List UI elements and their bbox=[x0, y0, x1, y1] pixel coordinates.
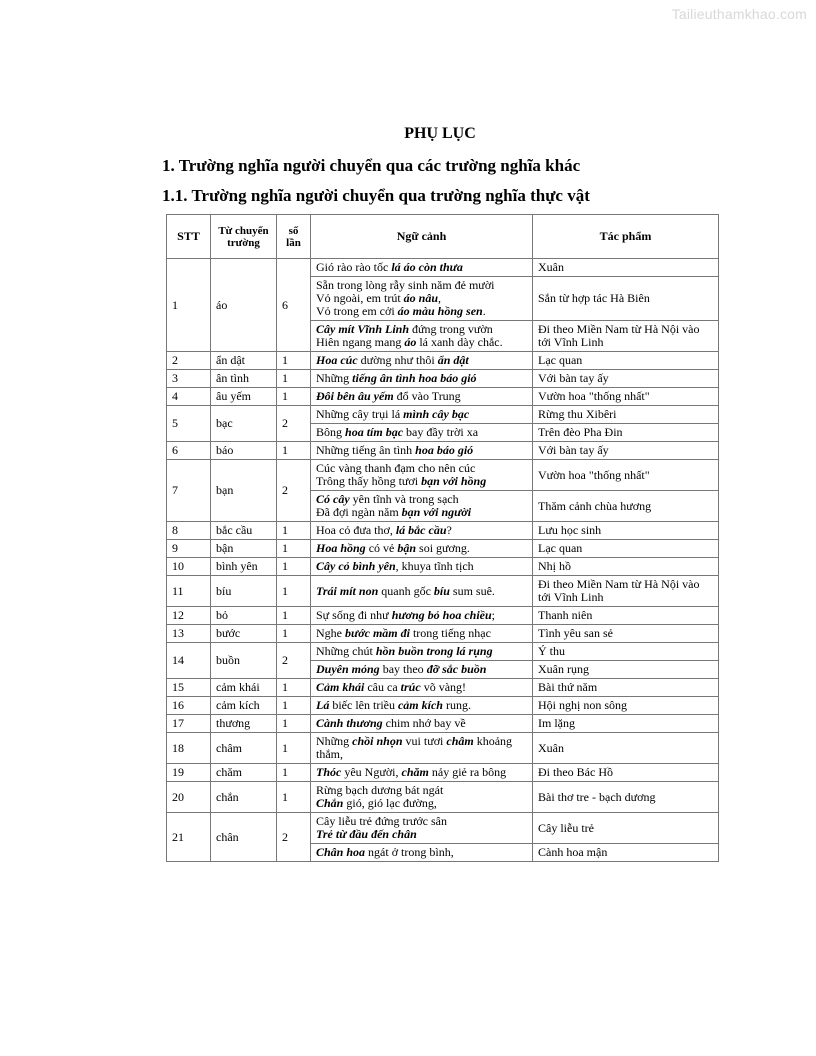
cell-context bbox=[311, 321, 533, 352]
cell-stt: 17 bbox=[167, 715, 211, 733]
cell-count: 1 bbox=[277, 352, 311, 370]
highlight-phrase: hoa tím bạc bbox=[345, 425, 404, 439]
cell-count: 1 bbox=[277, 607, 311, 625]
highlight-phrase: hoa báo gió bbox=[415, 443, 474, 457]
cell-word: bạn bbox=[211, 460, 277, 522]
cell-context bbox=[311, 460, 533, 491]
context-line bbox=[316, 261, 527, 274]
cell-stt: 13 bbox=[167, 625, 211, 643]
context-line bbox=[316, 354, 527, 367]
context-line bbox=[316, 699, 527, 712]
highlight-phrase: áo nâu bbox=[403, 291, 439, 305]
context-line bbox=[316, 444, 527, 457]
context-text: Những bbox=[316, 734, 353, 748]
cell-stt: 18 bbox=[167, 733, 211, 764]
table-row bbox=[167, 259, 719, 277]
context-text: ; bbox=[491, 608, 496, 622]
table-row bbox=[167, 607, 719, 625]
watermark: Tailieuthamkhao.com bbox=[671, 6, 807, 22]
cell-work: Với bàn tay ấy bbox=[533, 370, 719, 388]
cell-context bbox=[311, 442, 533, 460]
context-text: Trông thấy hồng tươi bbox=[316, 474, 422, 488]
cell-stt: 16 bbox=[167, 697, 211, 715]
cell-word: cảm khái bbox=[211, 679, 277, 697]
cell-context bbox=[311, 697, 533, 715]
header-context: Ngữ cảnh bbox=[311, 215, 533, 259]
cell-work: Xuân rụng bbox=[533, 661, 719, 679]
highlight-phrase: hồn buồn trong lá rụng bbox=[375, 644, 493, 658]
highlight-phrase: Duyên mỏng bbox=[316, 662, 380, 676]
cell-stt: 1 bbox=[167, 259, 211, 352]
table-row bbox=[167, 764, 719, 782]
cell-context bbox=[311, 625, 533, 643]
cell-stt: 15 bbox=[167, 679, 211, 697]
cell-stt: 6 bbox=[167, 442, 211, 460]
cell-work: Rừng thu Xibêri bbox=[533, 406, 719, 424]
cell-stt: 9 bbox=[167, 540, 211, 558]
highlight-phrase: bạn với hồng bbox=[421, 474, 487, 488]
context-line bbox=[316, 609, 527, 622]
highlight-phrase: Có cây bbox=[316, 492, 350, 506]
table-row bbox=[167, 715, 719, 733]
cell-count: 2 bbox=[277, 643, 311, 679]
cell-count: 1 bbox=[277, 697, 311, 715]
highlight-phrase: mình cây bạc bbox=[403, 407, 470, 421]
context-text: ngát ở trong bình, bbox=[365, 845, 454, 859]
cell-context bbox=[311, 764, 533, 782]
context-line bbox=[316, 372, 527, 385]
cell-work: Sắn từ hợp tác Hà Biên bbox=[533, 277, 719, 321]
cell-word: buồn bbox=[211, 643, 277, 679]
context-text: soi gương. bbox=[416, 541, 470, 555]
context-text: Sẵn trong lòng rẫy sinh năm đẻ mười bbox=[316, 278, 495, 292]
highlight-phrase: trúc bbox=[400, 680, 421, 694]
header-word: Từ chuyển trường bbox=[211, 215, 277, 259]
cell-word: áo bbox=[211, 259, 277, 352]
header-stt: STT bbox=[167, 215, 211, 259]
cell-work: Lạc quan bbox=[533, 352, 719, 370]
table-row bbox=[167, 522, 719, 540]
cell-context bbox=[311, 782, 533, 813]
cell-work: Đi theo Miền Nam từ Hà Nội vào tới Vĩnh Linh bbox=[533, 576, 719, 607]
cell-work: Xuân bbox=[533, 259, 719, 277]
table-row bbox=[167, 406, 719, 424]
cell-word: bước bbox=[211, 625, 277, 643]
context-text: Rừng bạch dương bát ngát bbox=[316, 783, 444, 797]
highlight-phrase: Cây cỏ bình yên bbox=[316, 559, 396, 573]
context-text: đổ vào Trung bbox=[393, 389, 461, 403]
cell-count: 1 bbox=[277, 370, 311, 388]
context-line bbox=[316, 735, 527, 748]
cell-context bbox=[311, 733, 533, 764]
cell-context bbox=[311, 491, 533, 522]
cell-word: bình yên bbox=[211, 558, 277, 576]
cell-context bbox=[311, 661, 533, 679]
context-text: Vỏ ngoài, em trút bbox=[316, 291, 404, 305]
cell-context bbox=[311, 679, 533, 697]
context-line bbox=[316, 560, 527, 573]
cell-work: Lạc quan bbox=[533, 540, 719, 558]
cell-count: 1 bbox=[277, 782, 311, 813]
cell-word: bạc bbox=[211, 406, 277, 442]
cell-work: Trên đèo Pha Đin bbox=[533, 424, 719, 442]
table-row bbox=[167, 540, 719, 558]
context-line bbox=[316, 663, 527, 676]
context-line bbox=[316, 390, 527, 403]
highlight-phrase: lá bắc cầu bbox=[395, 523, 447, 537]
highlight-phrase: Chắn bbox=[316, 796, 344, 810]
context-line bbox=[316, 305, 527, 318]
context-line bbox=[316, 681, 527, 694]
cell-count: 1 bbox=[277, 715, 311, 733]
context-text: Gió rào rào tốc bbox=[316, 260, 392, 274]
cell-context bbox=[311, 607, 533, 625]
cell-work: Xuân bbox=[533, 733, 719, 764]
context-text: bay đầy trời xa bbox=[403, 425, 479, 439]
cell-stt: 5 bbox=[167, 406, 211, 442]
cell-stt: 12 bbox=[167, 607, 211, 625]
cell-count: 1 bbox=[277, 733, 311, 764]
context-text: lá xanh dày chắc. bbox=[416, 335, 503, 349]
cell-stt: 14 bbox=[167, 643, 211, 679]
table-row bbox=[167, 442, 719, 460]
cell-stt: 11 bbox=[167, 576, 211, 607]
context-line bbox=[316, 585, 527, 598]
cell-word: cảm kích bbox=[211, 697, 277, 715]
cell-work: Bài thứ năm bbox=[533, 679, 719, 697]
cell-count: 1 bbox=[277, 522, 311, 540]
context-line bbox=[316, 828, 527, 841]
context-line bbox=[316, 408, 527, 421]
table-body bbox=[167, 259, 719, 862]
highlight-phrase: Chân hoa bbox=[316, 845, 366, 859]
context-line bbox=[316, 717, 527, 730]
context-text: Những cây trụi lá bbox=[316, 407, 404, 421]
subsection-heading: 1.1. Trường nghĩa người chuyển qua trường nghĩa thực vật bbox=[162, 186, 590, 205]
highlight-phrase: Cảm khái bbox=[316, 680, 365, 694]
highlight-phrase: hương bỏ hoa chiều bbox=[391, 608, 492, 622]
cell-work: Cành hoa mận bbox=[533, 844, 719, 862]
cell-work: Lưu học sinh bbox=[533, 522, 719, 540]
header-count: số lần bbox=[277, 215, 311, 259]
table-row bbox=[167, 782, 719, 813]
table-row bbox=[167, 813, 719, 844]
cell-stt: 7 bbox=[167, 460, 211, 522]
context-text: . bbox=[482, 304, 486, 318]
cell-word: bíu bbox=[211, 576, 277, 607]
context-text: biếc lên triều bbox=[329, 698, 398, 712]
header-work: Tác phẩm bbox=[533, 215, 719, 259]
table-row bbox=[167, 697, 719, 715]
context-text: vui tươi bbox=[402, 734, 447, 748]
highlight-phrase: chăm bbox=[401, 765, 429, 779]
context-text: chim nhớ bay về bbox=[382, 716, 466, 730]
cell-word: thương bbox=[211, 715, 277, 733]
cell-work: Đi theo Miền Nam từ Hà Nội vào tới Vĩnh Linh bbox=[533, 321, 719, 352]
context-text: Cây liễu trẻ đứng trước sân bbox=[316, 814, 447, 828]
cell-stt: 20 bbox=[167, 782, 211, 813]
cell-work: Vườn hoa "thống nhất" bbox=[533, 460, 719, 491]
cell-context bbox=[311, 424, 533, 442]
context-text: , bbox=[438, 291, 442, 305]
context-text: bay theo bbox=[379, 662, 427, 676]
context-line bbox=[316, 627, 527, 640]
cell-context bbox=[311, 813, 533, 844]
context-text: có vẻ bbox=[365, 541, 398, 555]
table-row bbox=[167, 625, 719, 643]
cell-work: Thanh niên bbox=[533, 607, 719, 625]
highlight-phrase: bạn với người bbox=[401, 505, 472, 519]
table-row bbox=[167, 643, 719, 661]
context-text: Vỏ trong em cởi bbox=[316, 304, 398, 318]
cell-stt: 10 bbox=[167, 558, 211, 576]
cell-work: Bài thơ tre - bạch dương bbox=[533, 782, 719, 813]
cell-word: chân bbox=[211, 813, 277, 862]
cell-work: Nhị hồ bbox=[533, 558, 719, 576]
context-line bbox=[316, 506, 527, 519]
table-row bbox=[167, 733, 719, 764]
context-text: thắm, bbox=[316, 747, 343, 761]
cell-stt: 4 bbox=[167, 388, 211, 406]
highlight-phrase: áo bbox=[404, 335, 417, 349]
appendix-table bbox=[166, 214, 719, 862]
context-line bbox=[316, 766, 527, 779]
context-text: Đã đợi ngàn năm bbox=[316, 505, 402, 519]
cell-word: âu yếm bbox=[211, 388, 277, 406]
context-text: trong tiếng nhạc bbox=[409, 626, 491, 640]
cell-context bbox=[311, 540, 533, 558]
cell-context bbox=[311, 277, 533, 321]
cell-stt: 2 bbox=[167, 352, 211, 370]
cell-context bbox=[311, 558, 533, 576]
table-row bbox=[167, 576, 719, 607]
context-text: yêu Người, bbox=[341, 765, 402, 779]
context-text: ? bbox=[446, 523, 452, 537]
cell-word: ân tình bbox=[211, 370, 277, 388]
cell-stt: 19 bbox=[167, 764, 211, 782]
context-text: rung. bbox=[442, 698, 471, 712]
context-text: câu ca bbox=[364, 680, 401, 694]
cell-work: Im lặng bbox=[533, 715, 719, 733]
table-row bbox=[167, 370, 719, 388]
section-heading: 1. Trường nghĩa người chuyển qua các trường nghĩa khác bbox=[162, 156, 581, 175]
context-text: Sự sống đi như bbox=[316, 608, 392, 622]
cell-word: bận bbox=[211, 540, 277, 558]
highlight-phrase: Đôi bên âu yếm bbox=[316, 389, 394, 403]
highlight-phrase: đỡ sắc buồn bbox=[426, 662, 487, 676]
cell-context bbox=[311, 522, 533, 540]
highlight-phrase: bước mầm đi bbox=[345, 626, 410, 640]
cell-stt: 8 bbox=[167, 522, 211, 540]
highlight-phrase: Thóc bbox=[316, 765, 342, 779]
context-line bbox=[316, 542, 527, 555]
cell-count: 1 bbox=[277, 679, 311, 697]
cell-stt: 3 bbox=[167, 370, 211, 388]
cell-context bbox=[311, 715, 533, 733]
cell-work: Vườn hoa "thống nhất" bbox=[533, 388, 719, 406]
cell-word: bắc cầu bbox=[211, 522, 277, 540]
cell-context bbox=[311, 352, 533, 370]
table-row bbox=[167, 679, 719, 697]
cell-work: Tình yêu san sẻ bbox=[533, 625, 719, 643]
highlight-phrase: lá áo còn thưa bbox=[391, 260, 463, 274]
table-header-row bbox=[167, 215, 719, 259]
cell-word: báo bbox=[211, 442, 277, 460]
highlight-phrase: chồi nhọn bbox=[352, 734, 403, 748]
context-text: quanh gốc bbox=[378, 583, 434, 598]
highlight-phrase: cảm kích bbox=[397, 698, 443, 712]
context-text: , khuya tĩnh tịch bbox=[395, 559, 474, 573]
cell-count: 1 bbox=[277, 540, 311, 558]
context-text: Hiên ngang mang bbox=[316, 335, 405, 349]
highlight-phrase: châm bbox=[446, 734, 474, 748]
context-line bbox=[316, 645, 527, 658]
cell-count: 1 bbox=[277, 558, 311, 576]
cell-work: Với bàn tay ấy bbox=[533, 442, 719, 460]
context-text: Hoa cỏ đưa thơ, bbox=[316, 523, 396, 537]
context-text: yên tĩnh và trong sạch bbox=[349, 492, 459, 506]
cell-count: 1 bbox=[277, 625, 311, 643]
context-line bbox=[316, 797, 527, 810]
cell-count: 2 bbox=[277, 406, 311, 442]
page-title: PHỤ LỤC bbox=[404, 125, 476, 142]
context-text: võ vàng! bbox=[420, 680, 467, 694]
context-text: khoảng bbox=[473, 734, 513, 748]
cell-count: 1 bbox=[277, 764, 311, 782]
cell-context bbox=[311, 259, 533, 277]
cell-stt: 21 bbox=[167, 813, 211, 862]
cell-word: chăm bbox=[211, 764, 277, 782]
cell-word: châm bbox=[211, 733, 277, 764]
cell-word: bỏ bbox=[211, 607, 277, 625]
table-row bbox=[167, 460, 719, 491]
context-line bbox=[316, 336, 527, 349]
context-text: Những chút bbox=[316, 644, 376, 658]
cell-work: Đi theo Bác Hồ bbox=[533, 764, 719, 782]
cell-context bbox=[311, 370, 533, 388]
context-line bbox=[316, 846, 527, 859]
context-line bbox=[316, 524, 527, 537]
table-row bbox=[167, 352, 719, 370]
context-text: nảy giẻ ra bông bbox=[428, 765, 507, 779]
context-text: Nghe bbox=[316, 626, 345, 640]
context-text: Những tiếng ân tình bbox=[316, 443, 416, 457]
cell-count: 2 bbox=[277, 813, 311, 862]
highlight-phrase: tiếng ân tình hoa báo gió bbox=[352, 371, 477, 385]
highlight-phrase: Lá bbox=[316, 698, 330, 712]
highlight-phrase: bận bbox=[397, 541, 417, 555]
table-row bbox=[167, 388, 719, 406]
cell-context bbox=[311, 643, 533, 661]
cell-count: 1 bbox=[277, 388, 311, 406]
context-text: gió, gió lạc đường, bbox=[343, 796, 437, 810]
cell-count: 2 bbox=[277, 460, 311, 522]
cell-work: Cây liễu trẻ bbox=[533, 813, 719, 844]
cell-count: 6 bbox=[277, 259, 311, 352]
context-line bbox=[316, 748, 527, 761]
cell-context bbox=[311, 576, 533, 607]
cell-context bbox=[311, 388, 533, 406]
cell-work: Thăm cảnh chùa hương bbox=[533, 491, 719, 522]
cell-context bbox=[311, 844, 533, 862]
cell-word: ẩn dật bbox=[211, 352, 277, 370]
context-text: sum suê. bbox=[449, 583, 495, 598]
context-text: Bông bbox=[316, 425, 346, 439]
context-text: dường như thôi bbox=[357, 353, 438, 367]
context-text: Những bbox=[316, 371, 353, 385]
highlight-phrase: Hoa hồng bbox=[316, 541, 366, 555]
highlight-phrase: ẩn dật bbox=[437, 353, 469, 367]
cell-context bbox=[311, 406, 533, 424]
cell-count: 1 bbox=[277, 442, 311, 460]
highlight-phrase: bíu bbox=[433, 583, 450, 598]
highlight-phrase: Cành thương bbox=[316, 716, 383, 730]
cell-work: Ý thu bbox=[533, 643, 719, 661]
context-text: đứng trong vườn bbox=[409, 322, 493, 336]
context-text: Cúc vàng thanh đạm cho nên cúc bbox=[316, 461, 476, 475]
cell-work: Hội nghị non sông bbox=[533, 697, 719, 715]
context-line bbox=[316, 475, 527, 488]
highlight-phrase: áo màu hồng sen bbox=[397, 304, 483, 318]
cell-count: 1 bbox=[277, 576, 311, 607]
highlight-phrase: Cây mít Vĩnh Linh bbox=[316, 322, 410, 336]
table-row bbox=[167, 558, 719, 576]
highlight-phrase: Trái mít non bbox=[316, 583, 379, 598]
context-line bbox=[316, 426, 527, 439]
highlight-phrase: Hoa cúc bbox=[316, 353, 358, 367]
highlight-phrase: Trẻ từ đầu đến chân bbox=[316, 827, 417, 841]
cell-word: chắn bbox=[211, 782, 277, 813]
